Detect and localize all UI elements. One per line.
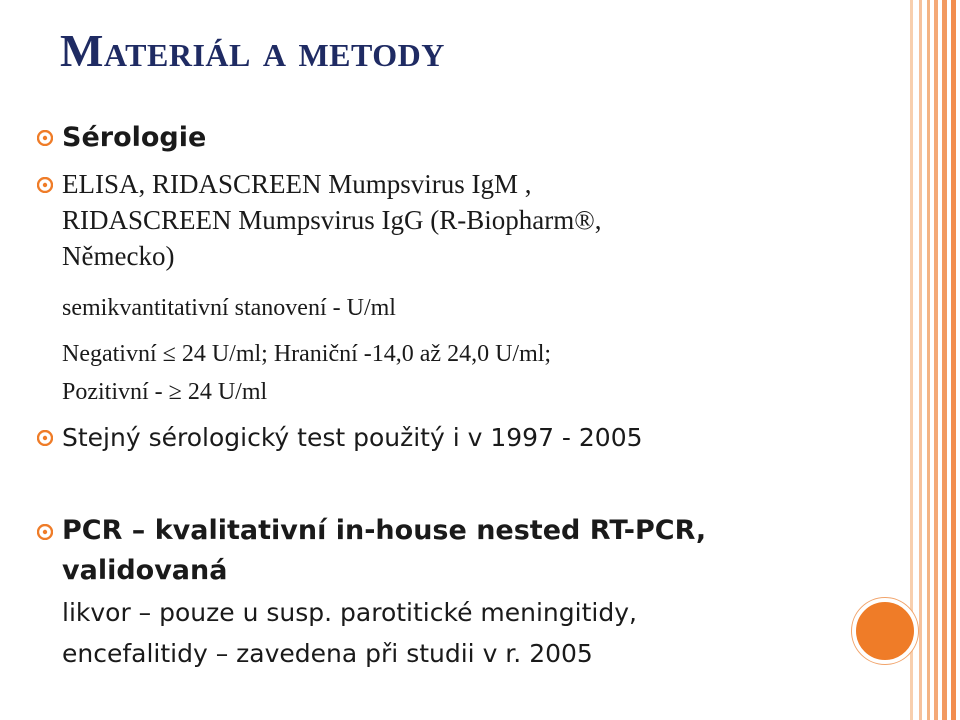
bullet-text: Německo)	[62, 241, 175, 271]
bullet-text: Stejný sérologický test použitý i v 1997 - 2005	[62, 423, 643, 452]
sub-text: Pozitivní - ≥ 24 U/ml	[62, 379, 268, 405]
sub-text: Negativní ≤ 24 U/ml; Hraniční -14,0 až 24,0 U/ml;	[62, 341, 552, 367]
decorative-circle	[852, 598, 918, 664]
bullet-text: PCR – kvalitativní in-house nested RT-PCR,	[62, 515, 707, 546]
sub-text: semikvantitativní stanovení - U/ml	[62, 295, 396, 321]
sub-text: encefalitidy – zavedena při studii v r. 2005	[62, 639, 593, 668]
bullet-icon	[37, 130, 53, 146]
stripe	[942, 0, 947, 720]
bullet-icon	[37, 524, 53, 540]
stripe	[934, 0, 938, 720]
stripe	[951, 0, 956, 720]
bullet-icon	[37, 430, 53, 446]
sub-text: likvor – pouze u susp. parotitické meningitidy,	[62, 598, 637, 627]
stripe	[927, 0, 930, 720]
slide-title: Materiál a metody	[60, 25, 445, 76]
bullet-icon	[37, 177, 53, 193]
bullet-text: validovaná	[62, 555, 228, 586]
bullet-text: RIDASCREEN Mumpsvirus IgG (R-Biopharm®,	[62, 205, 602, 235]
bullet-text: Sérologie	[62, 122, 207, 153]
decorative-stripes	[908, 0, 960, 720]
stripe	[919, 0, 922, 720]
bullet-text: ELISA, RIDASCREEN Mumpsvirus IgM ,	[62, 169, 532, 199]
